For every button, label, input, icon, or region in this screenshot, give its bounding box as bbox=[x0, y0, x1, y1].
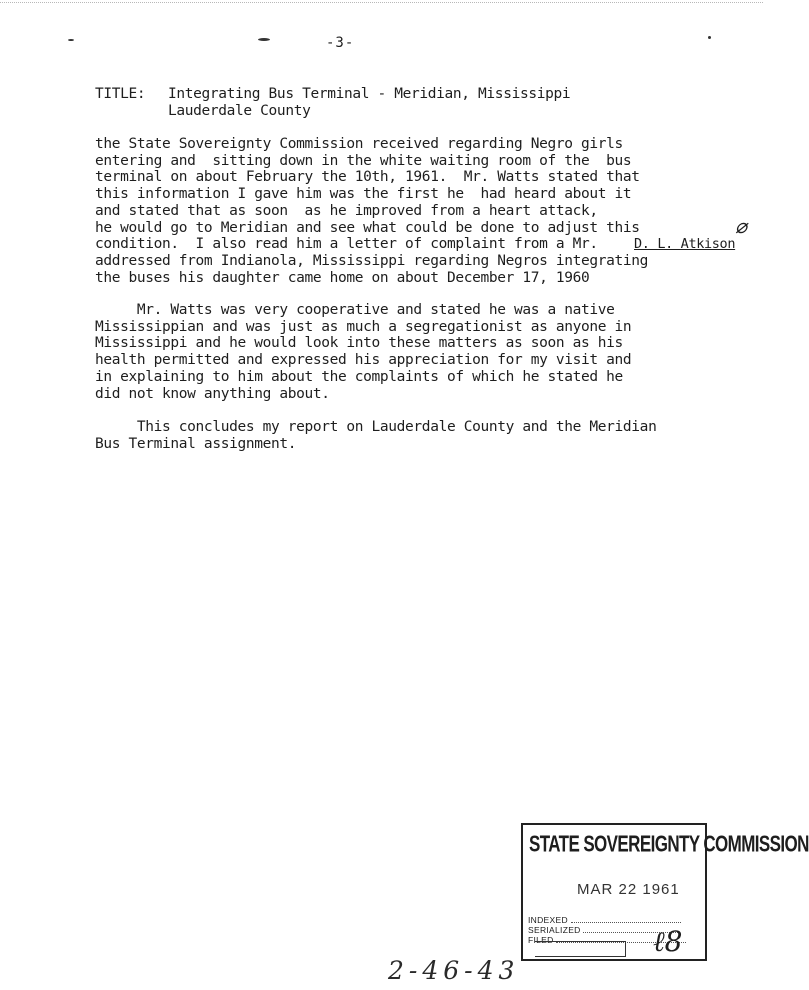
paragraph-line: in explaining to him about the complaints of which he stated he bbox=[95, 368, 623, 385]
scan-speck bbox=[68, 39, 74, 41]
paragraph-line: Mr. Watts was very cooperative and stated he was a native bbox=[95, 302, 615, 318]
paragraph-line: the State Sovereignty Commission received regarding Negro girls bbox=[95, 136, 623, 152]
paragraph-line: This concludes my report on Lauderdale County and the Meridian bbox=[95, 419, 657, 435]
complainant-name: D. L. Atkison bbox=[634, 236, 736, 253]
paragraph-line: Bus Terminal assignment. bbox=[95, 435, 297, 452]
paragraph-line: this information I gave him was the first he had heard about it bbox=[95, 186, 632, 203]
stamp-serialized-label: SERIALIZED bbox=[528, 925, 581, 935]
title-label: TITLE: bbox=[95, 86, 146, 102]
paragraph-line: he would go to Meridian and see what could be done to adjust this bbox=[95, 219, 640, 236]
stamp-title: STATE SOVEREIGNTY COMMISSION bbox=[529, 831, 809, 857]
paragraph-line: Mississippi and he would look into these matters as soon as his bbox=[95, 335, 623, 352]
paragraph-line: Mississippian and was just as much a segregationist as anyone in bbox=[95, 318, 632, 335]
paragraph-line: condition. I also read him a letter of complaint from a Mr. bbox=[95, 236, 598, 253]
paragraph-line: did not know anything about. bbox=[95, 385, 330, 402]
paragraph-line: health permitted and expressed his appreciation for my visit and bbox=[95, 352, 632, 369]
commission-stamp bbox=[521, 823, 809, 961]
paragraph-line: addressed from Indianola, Mississippi regarding Negros integrating bbox=[95, 252, 649, 269]
stamp-indexed-line bbox=[571, 916, 681, 923]
stamp-indexed-label: INDEXED bbox=[528, 915, 568, 925]
title-line-1: Integrating Bus Terminal - Meridian, Mississippi bbox=[168, 86, 571, 102]
handwritten-file-number: 2-46-43 bbox=[388, 956, 520, 985]
page-number: -3- bbox=[326, 35, 355, 51]
paragraph-line: the buses his daughter came home on about December 17, 1960 bbox=[95, 269, 590, 286]
stamp-box bbox=[535, 941, 626, 957]
scan-speck bbox=[708, 36, 711, 39]
top-dotted-border bbox=[0, 2, 763, 3]
title-line-2: Lauderdale County bbox=[168, 103, 311, 119]
paragraph-line: entering and sitting down in the white waiting room of the bus bbox=[95, 152, 632, 169]
stamp-date: MAR 22 1961 bbox=[577, 881, 680, 898]
stamp-filed-label: FILED bbox=[528, 935, 554, 945]
stamp-indexed-row bbox=[528, 915, 706, 925]
handwritten-initials: ℓ8 bbox=[653, 925, 683, 958]
handwritten-mark: ⌀ bbox=[735, 214, 748, 238]
paragraph-line: and stated that as soon as he improved from a heart attack, bbox=[95, 202, 598, 219]
scan-speck bbox=[258, 38, 270, 41]
paragraph-line: terminal on about February the 10th, 1961. Mr. Watts stated that bbox=[95, 169, 640, 186]
